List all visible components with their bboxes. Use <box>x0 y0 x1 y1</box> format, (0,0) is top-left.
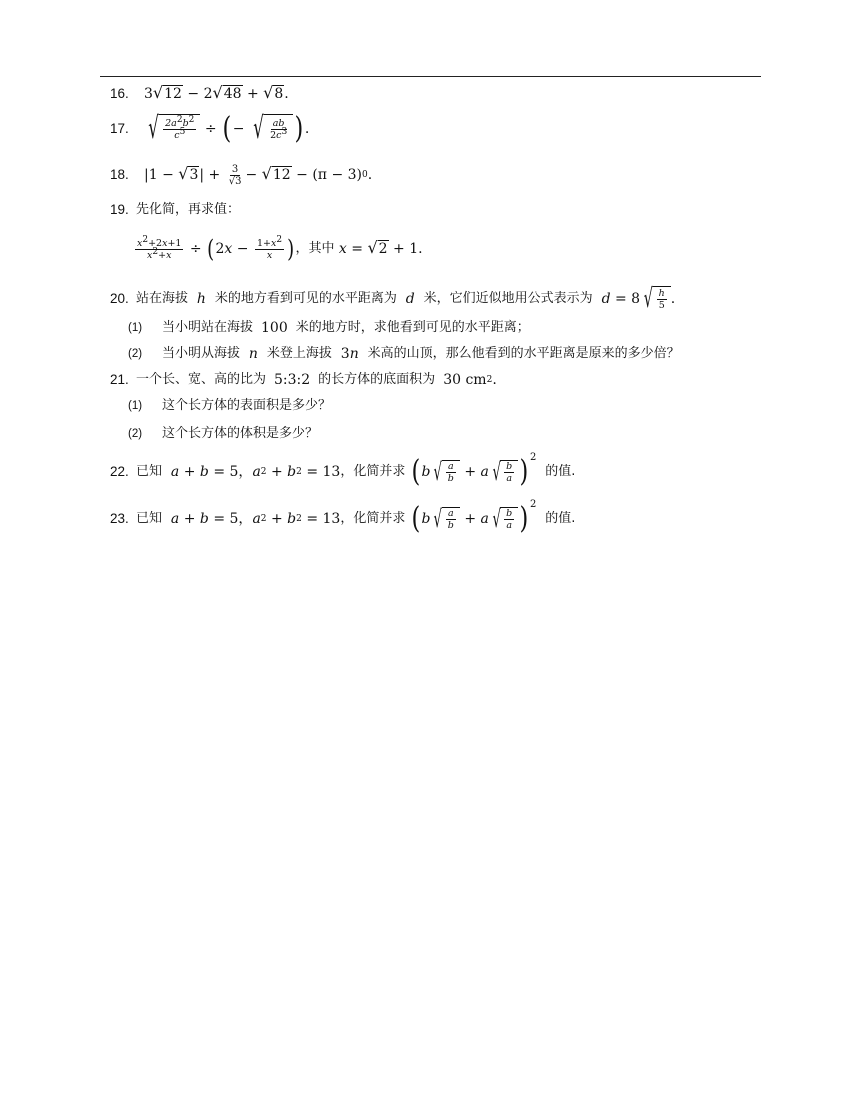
subquestion-number: (2) <box>128 348 143 360</box>
question-17 <box>110 110 309 148</box>
math-expression: 3 √ 12 − 2 √ 48 + √ 8 . <box>144 83 289 103</box>
question-20-part-1 <box>128 318 530 338</box>
question-number: 20. <box>110 291 129 306</box>
question-18 <box>110 160 372 190</box>
header-rule <box>100 76 761 77</box>
subquestion-text: 米高的山顶，那么他看到的水平距离是原来的多少倍？ <box>367 346 680 361</box>
question-20-part-2 <box>128 344 680 364</box>
var-n: n <box>248 346 258 362</box>
var-h: h <box>196 291 206 307</box>
ratio-value: 5:3:2 <box>274 372 311 388</box>
question-22 <box>110 450 575 494</box>
question-text: 先化简，再求值： <box>136 202 241 217</box>
question-21 <box>110 370 497 390</box>
question-text: 米的地方看到可见的水平距离为 <box>214 291 397 306</box>
x-value: x = √ 2 + 1. <box>338 238 423 258</box>
formula: d = 8 √ $\frac{h}{5}$ . <box>601 284 676 314</box>
question-number: 18. <box>110 167 129 182</box>
target-expression: ( b √ $\frac{a}{b}$ + a √ $\frac{b}{a}$ ) 2 <box>411 499 537 536</box>
question-19-expression <box>133 232 423 266</box>
where-text: ，其中 <box>295 241 335 256</box>
question-23 <box>110 497 575 541</box>
question-text: ，化简并求 <box>340 511 406 526</box>
question-text: ，化简并求 <box>340 464 406 479</box>
target-expression: ( b √ $\frac{a}{b}$ + a √ $\frac{b}{a}$ ) 2 <box>411 452 537 489</box>
subquestion-text: 这个长方体的体积是多少？ <box>162 426 319 441</box>
question-text: 的值. <box>545 464 576 479</box>
subquestion-number: (1) <box>128 322 143 334</box>
math-expression: $\frac{x^2+2x+1}{x^2+x}$ ÷ ( 2 x − $\frac{1+x^2}{x}$ ) <box>137 234 295 263</box>
question-19 <box>110 200 240 220</box>
subquestion-number: (1) <box>128 400 143 412</box>
subquestion-text: 米的地方时，求他看到可见的水平距离； <box>295 320 530 335</box>
var-d: d <box>405 291 415 307</box>
question-text: 的值. <box>545 511 576 526</box>
area-text: 30 cm <box>443 372 487 388</box>
question-text: 的长方体的底面积为 <box>318 372 436 387</box>
question-text: 站在海拔 <box>136 291 189 306</box>
question-text: 一个长、宽、高的比为 <box>136 372 267 387</box>
subquestion-text: 米登上海拔 <box>266 346 332 361</box>
subquestion-text: 这个长方体的表面积是多少？ <box>162 398 332 413</box>
math-expression: √ $\frac{2a^2b^2}{c^5}$ ÷ ( − √ $\frac{ab}{2c^3}$ ) . <box>148 111 310 146</box>
question-21-part-2 <box>128 424 318 444</box>
question-20 <box>110 284 675 314</box>
question-number: 21. <box>110 372 129 387</box>
question-number: 16. <box>110 86 129 101</box>
question-text: 已知 <box>136 464 163 479</box>
subquestion-text: 当小明站在海拔 <box>162 320 254 335</box>
question-number: 23. <box>110 511 129 526</box>
altitude-value: 100 <box>261 320 288 336</box>
var-3n: 3 n <box>331 346 359 362</box>
question-number: 22. <box>110 464 129 479</box>
question-number: 17. <box>110 121 129 136</box>
condition: a + b = 5， a 2 + b 2 = 13 <box>170 511 341 527</box>
question-text: 米，它们近似地用公式表示为 <box>423 291 593 306</box>
question-21-part-1 <box>128 396 331 416</box>
area-value: 30 cm 2 . <box>443 372 497 388</box>
question-number: 19. <box>110 202 129 217</box>
subquestion-text: 当小明从海拔 <box>162 346 241 361</box>
question-16 <box>110 84 289 104</box>
math-expression: |1 − √ 3 | + $\frac{3}{√3}$ − √ 12 − (π − 3) 0 . <box>144 163 373 187</box>
subquestion-number: (2) <box>128 428 143 440</box>
question-text: 已知 <box>136 511 163 526</box>
condition: a + b = 5， a 2 + b 2 = 13 <box>170 464 341 480</box>
